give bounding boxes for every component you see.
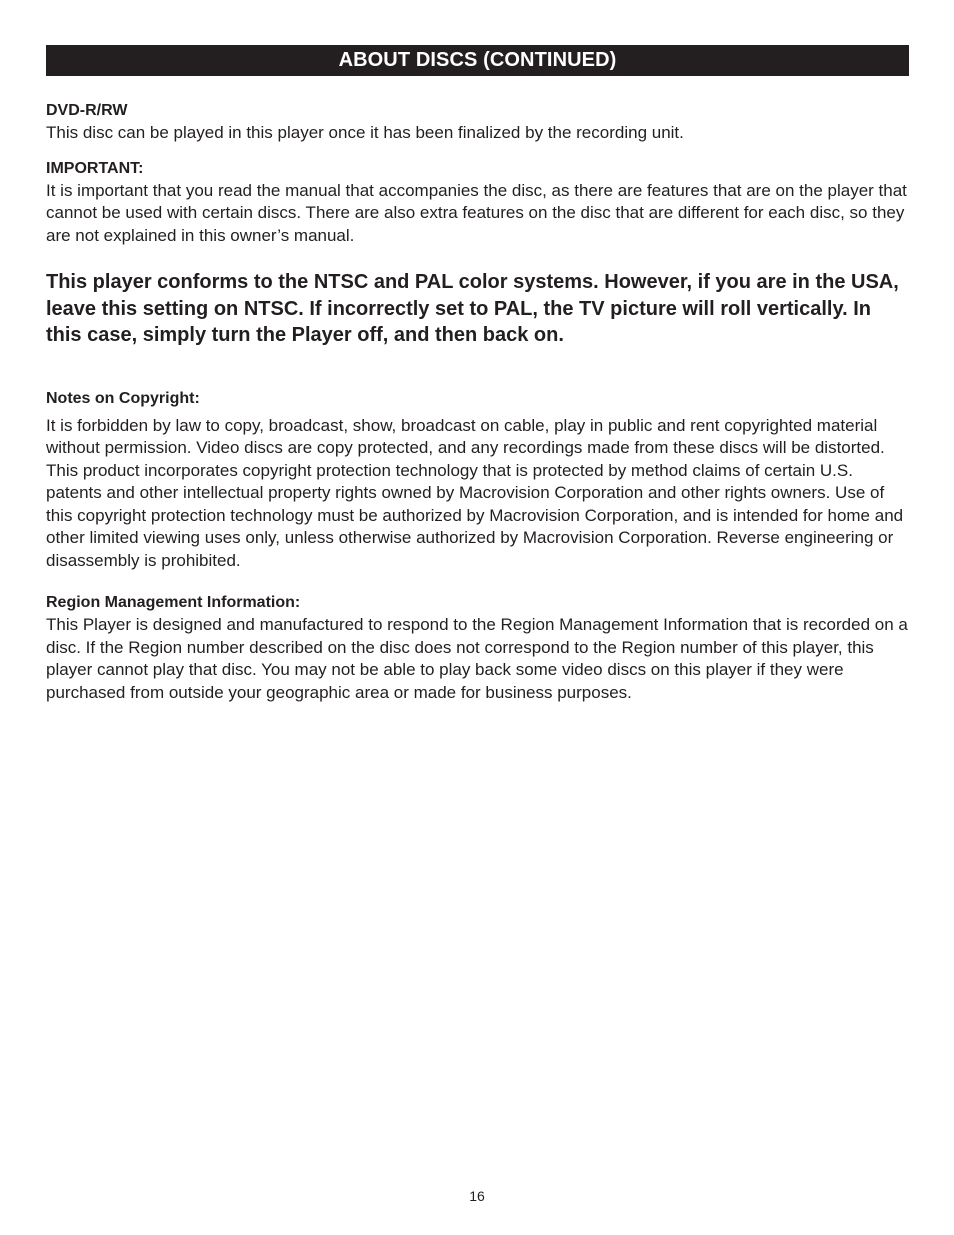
copyright-text: It is forbidden by law to copy, broadcast, show, broadcast on cable, play in public and rent copyrighted material without permission. Video discs are copy protected, and any recordings made from these discs will be distorted. This product incorporates copyright protection technology that is protected by method claims of certain U.S. patents and other intellectual property rights owned by Macrovision Corporation and other rights owners. Use of this copyright protection technology must be authorized by Macrovision Corporation, and is intended for home and other limited viewing uses only, unless otherwise authorized by Macrovision Corporation. Reverse engineering or disassembly is prohibited. (46, 415, 904, 570)
region-section (46, 592, 911, 704)
section-title: ABOUT DISCS (CONTINUED) (338, 49, 617, 71)
important-text: It is important that you read the manual that accompanies the disc, as there are features that are on the player that cannot be used with certain discs. There are also extra features on the disc that are different for each disc, so they are not explained in this owner’s manual. (46, 180, 907, 245)
page-content (46, 100, 911, 704)
color-system-notice: This player conforms to the NTSC and PAL color systems. However, if you are in the USA, leave this setting on NTSC. If incorrectly set to PAL, the TV picture will roll vertically. In this case, simply turn the Player off, and then back on. (46, 271, 899, 346)
page-number: 16 (469, 1188, 485, 1204)
dvd-rw-text: This disc can be played in this player once it has been finalized by the recording unit. (46, 123, 684, 142)
dvd-rw-section (46, 100, 911, 145)
important-section (46, 158, 911, 248)
section-title-bar (46, 45, 909, 76)
region-heading: Region Management Information: (46, 594, 301, 611)
copyright-section (46, 388, 911, 573)
dvd-rw-heading: DVD-R/RW (46, 102, 128, 119)
region-text: This Player is designed and manufactured to respond to the Region Management Information that is recorded on a disc. If the Region number described on the disc does not correspond to the Region number of this player, this player cannot play that disc. You may not be able to play back some video discs on this player if they were purchased from outside your geographic area or made for business purposes. (46, 615, 908, 702)
important-heading: IMPORTANT: (46, 159, 144, 177)
copyright-heading: Notes on Copyright: (46, 389, 200, 407)
